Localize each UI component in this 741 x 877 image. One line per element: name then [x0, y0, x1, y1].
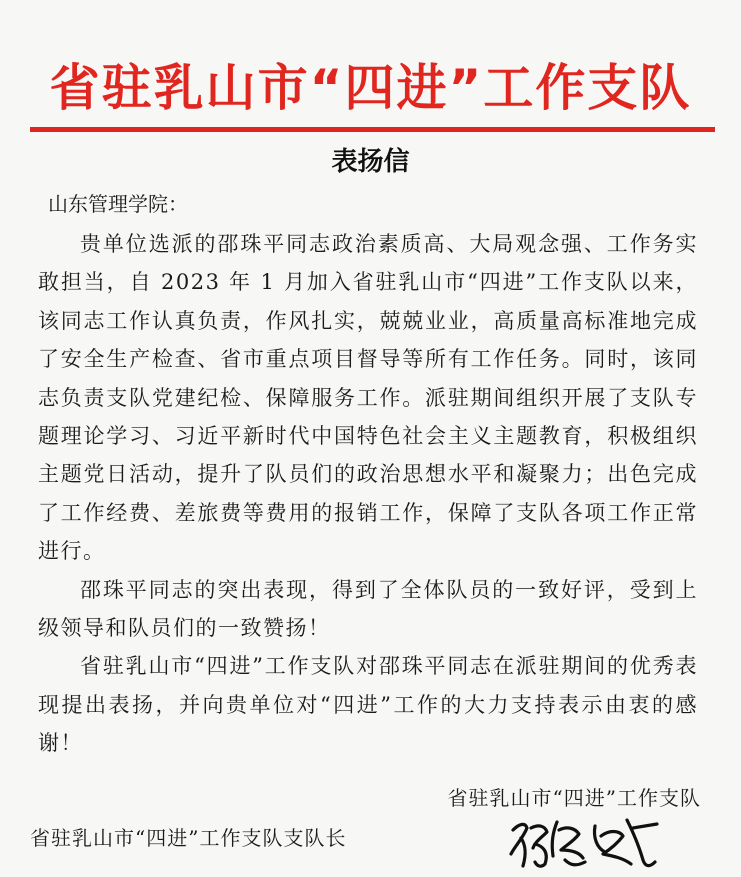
signoff-leader-title: 省驻乳山市“四进”工作支队支队长	[30, 826, 347, 850]
letter-title: 表扬信	[331, 147, 410, 177]
handwritten-signature	[505, 808, 665, 874]
signoff-organization: 省驻乳山市“四进”工作支队	[447, 786, 701, 810]
body-paragraph-2: 邵珠平同志的突出表现，得到了全体队员的一致好评，受到上级领导和队员们的一致赞扬！	[38, 577, 698, 641]
body-paragraph-3: 省驻乳山市“四进”工作支队对邵珠平同志在派驻期间的优秀表现提出表扬，并向贵单位对“四进”工作的大力支持表示由衷的感谢！	[38, 654, 698, 756]
salutation: 山东管理学院：	[48, 192, 188, 216]
body-paragraph-1: 贵单位选派的邵珠平同志政治素质高、大局观念强、工作务实敢担当，自 2023 年 1 月加入省驻乳山市“四进”工作支队以来，该同志工作认真负责，作风扎实，兢兢业业，高质量高标准地完成了安全生产检查、省市重点项目督导等所有工作任务。同时，该同志负责支队党建纪检、保障服务工作。派驻期间组织开展了支队专题理论学习、习近平新时代中国特色社会主义主题教育，积极组织主题党日活动，提升了队员们的政治思想水平和凝聚力；出色完成了工作经费、差旅费等费用的报销工作，保障了支队各项工作正常进行。	[38, 232, 698, 564]
letterhead-red-rule	[30, 127, 715, 132]
letterhead-title: 省驻乳山市“四进”工作支队	[49, 59, 692, 117]
letter-body	[38, 225, 698, 763]
